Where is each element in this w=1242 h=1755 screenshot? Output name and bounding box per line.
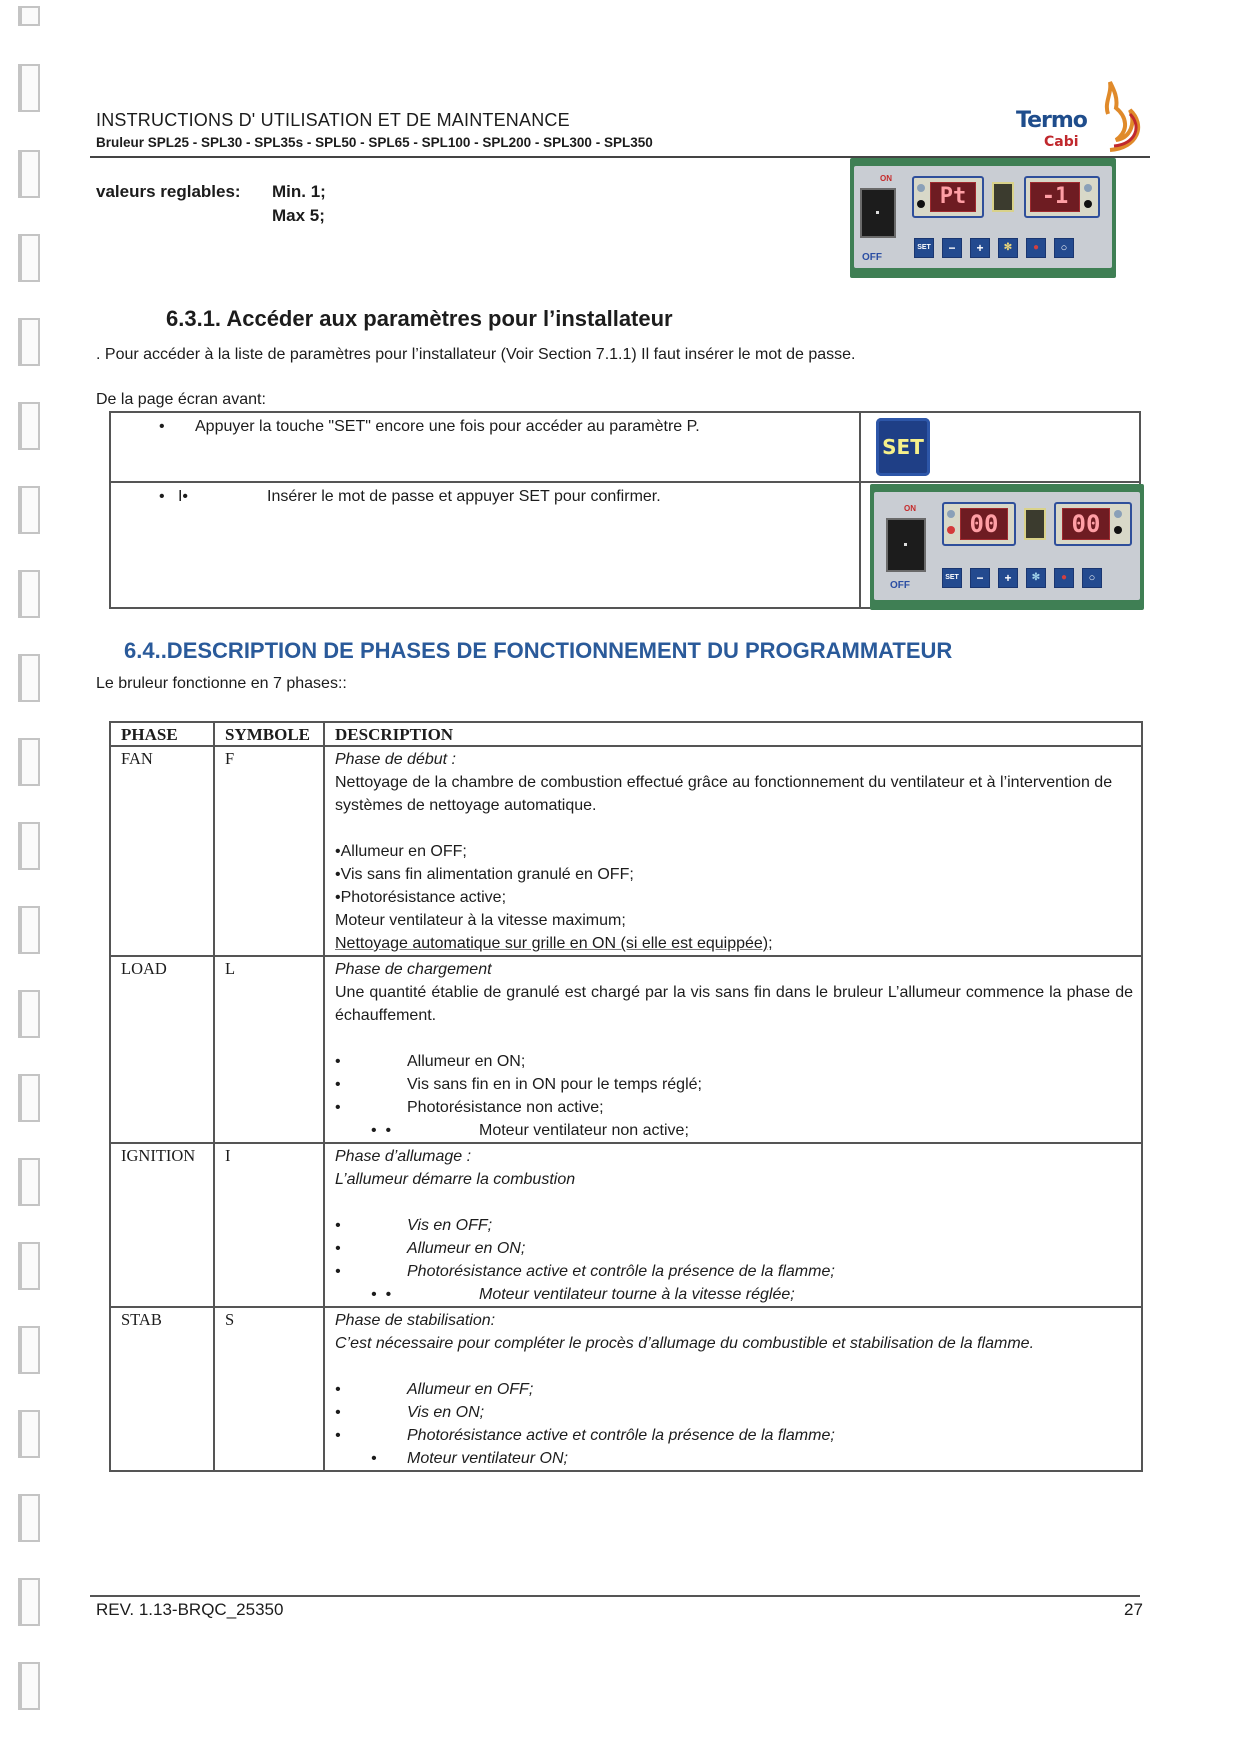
binder-hole [18,990,40,1038]
flame-icon [1104,78,1148,154]
phase-item: • Allumeur en OFF; [335,1378,1133,1401]
led-indicator [1084,184,1092,192]
binder-hole [18,234,40,282]
logo-text-termo: Termo [1016,108,1087,133]
binder-hole [18,906,40,954]
led-indicator [1084,200,1092,208]
adjustable-label: valeurs reglables: [96,182,241,201]
binder-hole [18,1242,40,1290]
phase-title: Phase de stabilisation: [335,1312,496,1329]
table-header-row [110,722,1142,746]
document-title: INSTRUCTIONS D' UTILISATION ET DE MAINTENANCE [96,110,570,130]
step-bullet: • [159,418,165,435]
binder-hole [18,1578,40,1626]
control-panel-image-pt [850,158,1116,278]
step-row [110,412,1140,482]
phase-title: Phase de début : [335,751,456,768]
panel-fan-button: ✻ [998,238,1018,258]
symbol-cell: F [214,746,324,956]
phase-body: L’allumeur démarre la combustion [335,1171,576,1188]
binder-hole [18,318,40,366]
description-cell [324,746,1142,956]
step-text: Insérer le mot de passe et appuyer SET pour confirmer. [267,488,661,505]
phase-item: • Photorésistance non active; [335,1096,1133,1119]
symbol-cell: L [214,956,324,1143]
left-display-frame [942,502,1016,546]
phase-item: • Vis en ON; [335,1401,1133,1424]
binder-hole [18,64,40,112]
panel-set-button: SET [914,238,934,258]
binder-hole [18,570,40,618]
table-row-load [110,956,1142,1143]
page-number: 27 [1124,1600,1143,1619]
section-6-4-heading: 6.4..DESCRIPTION DE PHASES DE FONCTIONNEMENT DU PROGRAMMATEUR [124,638,953,663]
binder-hole [18,6,40,26]
on-label: ON [880,174,892,183]
panel-plus-button: + [998,568,1018,588]
led-indicator [947,526,955,534]
phase-item: • Photorésistance active et contrôle la présence de la flamme; [335,1424,1133,1447]
phase-item: •Photorésistance active; [335,889,507,906]
panel-power-button: ○ [1054,238,1074,258]
phase-item: Moteur ventilateur à la vitesse maximum; [335,912,626,929]
phase-item: •Allumeur en OFF; [335,843,467,860]
description-cell [324,1143,1142,1307]
phase-title: Phase d’allumage : [335,1148,472,1165]
phase-body: Nettoyage de la chambre de combustion effectué grâce au fonctionnement du ventilateur et à l’intervention de systèmes de nettoyage automatique. [335,774,1113,814]
binder-hole [18,150,40,198]
led-indicator [1114,526,1122,534]
description-cell [324,1307,1142,1471]
set-button-image: SET [876,418,930,476]
binder-hole [18,738,40,786]
phase-body: Une quantité établie de granulé est chargé par la vis sans fin dans le bruleur L’allumeur commence la phase de échauffement. [335,984,1133,1024]
from-screen-label: De la page écran avant: [96,391,266,408]
binder-hole [18,486,40,534]
control-panel-image-00 [870,484,1144,610]
adjustable-max: Max 5; [272,206,325,225]
section-6-3-1-heading: 6.3.1. Accéder aux paramètres pour l’installateur [166,306,673,331]
off-label: OFF [890,580,910,591]
document-subtitle: Bruleur SPL25 - SPL30 - SPL35s - SPL50 - SPL65 - SPL100 - SPL200 - SPL300 - SPL350 [96,135,653,150]
header-phase: PHASE [110,722,214,746]
adjustable-values [96,182,326,202]
led-indicator [947,510,955,518]
panel-minus-button: − [970,568,990,588]
phase-item: • Vis sans fin en in ON pour le temps réglé; [335,1073,1133,1096]
right-display: -1 [1030,182,1080,212]
header-description: DESCRIPTION [324,722,1142,746]
phase-cell: IGNITION [110,1143,214,1307]
symbol-cell: S [214,1307,324,1471]
logo-text-cabi: Cabi [1044,134,1079,150]
phase-item: • • Moteur ventilateur non active; [335,1119,1133,1142]
right-display: 00 [1062,508,1110,540]
power-switch [886,518,926,572]
panel-fire-button: ● [1054,568,1074,588]
termocabi-logo [1010,78,1150,154]
binder-hole [18,1662,40,1710]
phase-item: • Allumeur en ON; [335,1237,1133,1260]
panel-plus-button: + [970,238,990,258]
phase-cell: STAB [110,1307,214,1471]
footer-divider [90,1595,1140,1597]
right-display-frame [1024,176,1100,218]
off-label: OFF [862,252,882,263]
left-display: Pt [930,182,976,212]
step-bullet: • I• [159,488,188,505]
phase-item: • Allumeur en ON; [335,1050,1133,1073]
phase-cell: LOAD [110,956,214,1143]
phase-body: C’est nécessaire pour compléter le procès d’allumage du combustible et stabilisation de la flamme. [335,1335,1035,1352]
panel-power-button: ○ [1082,568,1102,588]
phase-cell: FAN [110,746,214,956]
binder-hole [18,822,40,870]
phase-title: Phase de chargement [335,961,492,978]
panel-set-button: SET [942,568,962,588]
binder-hole [18,1158,40,1206]
panel-fan-button: ✻ [1026,568,1046,588]
phase-item: • • Moteur ventilateur tourne à la vitesse réglée; [335,1283,1133,1306]
symbol-cell: I [214,1143,324,1307]
section-6-3-1-intro: . Pour accéder à la liste de paramètres pour l’installateur (Voir Section 7.1.1) Il faut insérer le mot de passe. [96,346,856,363]
binder-hole [18,1326,40,1374]
phase-table [109,721,1143,1472]
description-cell [324,956,1142,1143]
binder-hole [18,1074,40,1122]
table-row-stab [110,1307,1142,1471]
binder-hole [18,1494,40,1542]
revision-label: REV. 1.13-BRQC_25350 [96,1600,284,1619]
left-display: 00 [960,508,1008,540]
panel-minus-button: − [942,238,962,258]
phase-item: • Moteur ventilateur ON; [335,1447,1133,1470]
right-display-frame [1054,502,1132,546]
led-indicator [1114,510,1122,518]
step-text: Appuyer la touche "SET" encore une fois pour accéder au paramètre P. [195,418,700,435]
phase-item: • Vis en OFF; [335,1214,1133,1237]
on-label: ON [904,504,916,513]
binder-hole [18,402,40,450]
table-row-ignition [110,1143,1142,1307]
phase-item: Nettoyage automatique sur grille en ON (si elle est equippée); [335,935,773,952]
binder-hole [18,1410,40,1458]
middle-display [1024,508,1046,540]
panel-fire-button: ● [1026,238,1046,258]
middle-display [992,182,1014,212]
section-6-4-intro: Le bruleur fonctionne en 7 phases:: [96,675,347,692]
left-display-frame [912,176,984,218]
power-switch [860,188,896,238]
led-indicator [917,200,925,208]
binder-hole [18,654,40,702]
header-symbole: SYMBOLE [214,722,324,746]
table-row-fan [110,746,1142,956]
adjustable-min: Min. 1; [272,182,326,201]
phase-item: • Photorésistance active et contrôle la présence de la flamme; [335,1260,1133,1283]
led-indicator [917,184,925,192]
phase-item: •Vis sans fin alimentation granulé en OFF; [335,866,634,883]
